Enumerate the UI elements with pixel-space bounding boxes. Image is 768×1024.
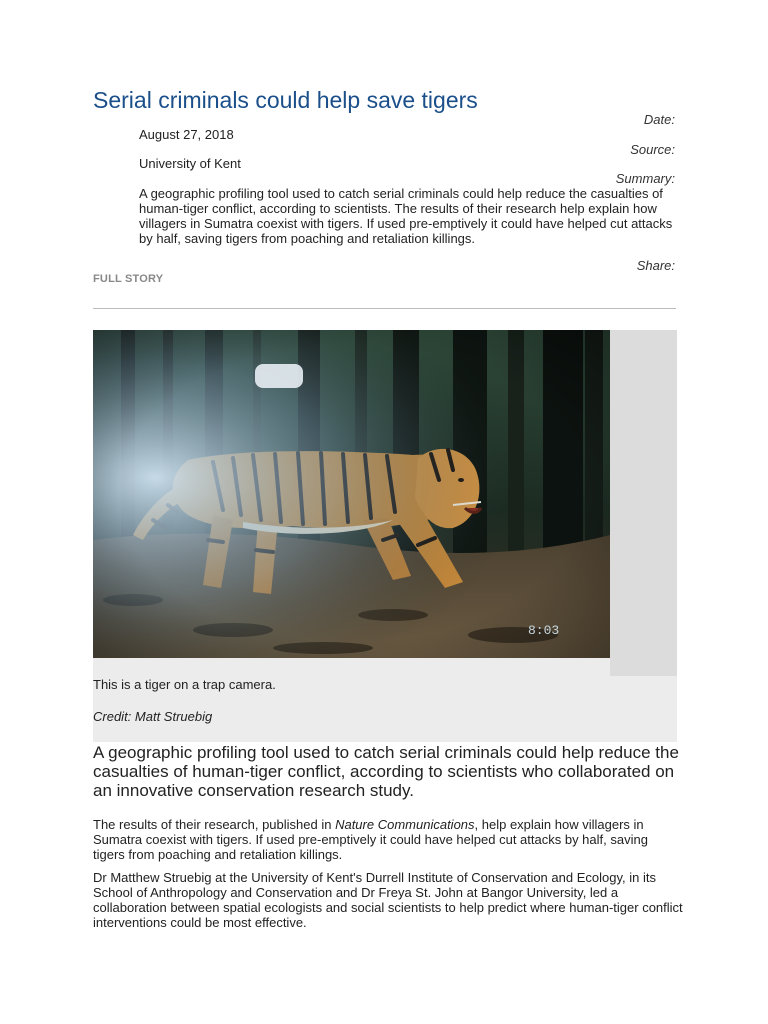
- summary-label: Summary:: [615, 171, 675, 186]
- journal-name: Nature Communications: [335, 817, 475, 832]
- figure: [93, 330, 677, 742]
- section-divider: [93, 308, 676, 309]
- camera-timestamp: 8:03: [528, 623, 560, 638]
- figure-credit: Credit: Matt Struebig: [93, 709, 213, 724]
- figure-caption: This is a tiger on a trap camera.: [93, 677, 276, 692]
- tiger-photo: [93, 330, 610, 658]
- summary-text: A geographic profiling tool used to catch serial criminals could help reduce the casualties of human-tiger conflict, according to scientists. The results of their research help explain how villagers in Sumatra coexist with tigers. If used pre-emptively it could have helped cut attacks by half, saving tigers from poaching and retaliation killings.: [139, 186, 673, 246]
- share-label[interactable]: Share:: [636, 258, 675, 273]
- source-value: University of Kent: [139, 156, 241, 171]
- article-lede: A geographic profiling tool used to catch serial criminals could help reduce the casualties of human-tiger conflict, according to scientists who collaborated on an innovative conservation research study.: [93, 743, 679, 800]
- p1-text-start: The results of their research, published in: [93, 817, 336, 832]
- full-story-link[interactable]: FULL STORY: [93, 273, 164, 285]
- date-value: August 27, 2018: [139, 127, 234, 142]
- p1-text-end: , help explain how villagers in Sumatra coexist with tigers. If used pre-emptively it could have helped cut attacks by half, saving tigers from poaching and retaliation killings.: [93, 817, 648, 862]
- body-paragraph-2: Dr Matthew Struebig at the University of Kent's Durrell Institute of Conservation and Ecology, in its School of Anthropology and Conservation and Dr Freya St. John at Bangor University, led a collaboration between spatial ecologists and social scientists to help predict where human-tiger conflict interventions could be most effective.: [93, 870, 683, 930]
- article-title: Serial criminals could help save tigers: [93, 87, 478, 113]
- figure-side-strip: [610, 330, 677, 676]
- source-label: Source:: [630, 142, 675, 157]
- body-paragraph-1: [93, 817, 683, 862]
- date-label: Date:: [643, 112, 675, 127]
